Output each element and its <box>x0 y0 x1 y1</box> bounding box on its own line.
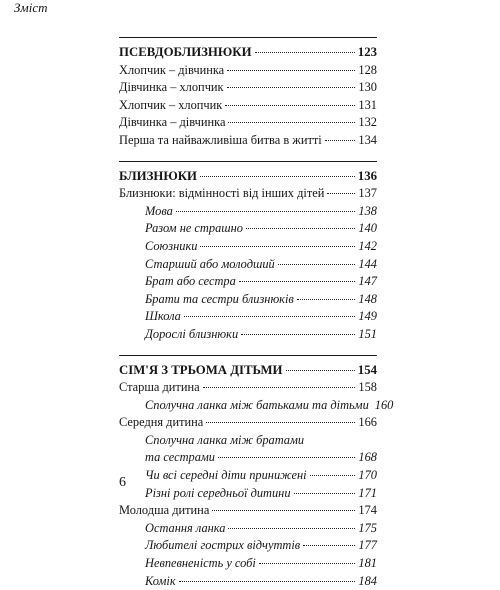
toc-entry <box>119 308 377 326</box>
running-header-title: Зміст <box>14 0 48 15</box>
dot-leader <box>228 122 355 123</box>
toc-entry-title: Школа <box>145 308 181 326</box>
dot-leader <box>303 545 355 546</box>
toc-entry-title: та сестрами <box>145 449 215 467</box>
running-header <box>14 0 48 15</box>
toc-entry-title: Старша дитина <box>119 379 200 397</box>
toc-entry-title: Любителі гострих відчуттів <box>145 537 300 555</box>
toc-entry <box>119 291 377 309</box>
dot-leader <box>286 370 355 371</box>
toc-entry-title: ПСЕВДОБЛИЗНЮКИ <box>119 44 252 62</box>
toc-page-number: 174 <box>358 502 377 520</box>
toc-entry <box>119 555 377 573</box>
toc-page-number: 170 <box>358 467 377 485</box>
toc-entry-title: Брати та сестри близнюків <box>145 291 294 309</box>
dot-leader <box>239 281 356 282</box>
toc-page-number: 168 <box>358 449 377 467</box>
dot-leader <box>218 457 355 458</box>
toc-entry <box>119 449 377 467</box>
toc-page-number: 175 <box>358 520 377 538</box>
toc-page-number: 134 <box>358 132 377 150</box>
toc-entry <box>119 397 377 415</box>
toc-entry-title: Брат або сестра <box>145 273 236 291</box>
table-of-contents <box>119 37 377 590</box>
toc-entry-title: БЛИЗНЮКИ <box>119 168 197 186</box>
toc-section <box>119 37 377 150</box>
toc-page-number: 177 <box>358 537 377 555</box>
toc-section-heading <box>119 168 377 186</box>
toc-entry-title: Разом не страшно <box>145 220 243 238</box>
toc-entry <box>119 114 377 132</box>
toc-entry <box>119 185 377 203</box>
toc-page-number: 144 <box>358 256 377 274</box>
toc-section-heading <box>119 362 377 380</box>
toc-entry-title: Різні ролі середньої дитини <box>145 485 291 503</box>
toc-entry-title: Невпевненість у собі <box>145 555 256 573</box>
dot-leader <box>325 140 356 141</box>
dot-leader <box>184 316 356 317</box>
toc-entry-title: Старший або молодший <box>145 256 275 274</box>
toc-entry-title: Молодша дитина <box>119 502 209 520</box>
toc-entry-title: Перша та найважливіша битва в житті <box>119 132 322 150</box>
dot-leader <box>206 422 355 423</box>
toc-entry-title: Мова <box>145 203 173 221</box>
toc-entry-title: Дівчинка – дівчинка <box>119 114 225 132</box>
page-footer <box>119 475 126 491</box>
dot-leader <box>179 581 356 582</box>
dot-leader <box>225 105 355 106</box>
dot-leader <box>294 493 356 494</box>
toc-entry-title: Середня дитина <box>119 414 203 432</box>
page-number: 6 <box>119 475 126 490</box>
section-gap <box>119 150 377 161</box>
toc-entry <box>119 79 377 97</box>
dot-leader <box>297 299 356 300</box>
toc-entry-title: Остання ланка <box>145 520 225 538</box>
toc-entry-title: Комік <box>145 573 176 590</box>
toc-entry-line: Сполучна ланка між братами <box>119 432 377 450</box>
toc-page-number: 131 <box>358 97 377 115</box>
toc-entry <box>119 256 377 274</box>
dot-leader <box>227 70 355 71</box>
toc-page-number: 136 <box>358 168 377 186</box>
dot-leader <box>255 52 355 53</box>
toc-page-number: 138 <box>358 203 377 221</box>
toc-entry <box>119 502 377 520</box>
toc-entry <box>119 273 377 291</box>
toc-page-number: 158 <box>358 379 377 397</box>
toc-page-number: 171 <box>358 485 377 503</box>
toc-page-number: 140 <box>358 220 377 238</box>
toc-entry-title: СІМ'Я З ТРЬОМА ДІТЬМИ <box>119 362 283 380</box>
toc-entry <box>119 62 377 80</box>
toc-entry-title: Дорослі близнюки <box>145 326 238 344</box>
toc-entry <box>119 132 377 150</box>
dot-leader <box>278 264 356 265</box>
toc-entry <box>119 326 377 344</box>
toc-entry-title: Близнюки: відмінності від інших дітей <box>119 185 324 203</box>
toc-section <box>119 161 377 344</box>
toc-page-number: 160 <box>375 397 394 415</box>
toc-page-number: 151 <box>358 326 377 344</box>
dot-leader <box>212 510 355 511</box>
toc-entry-title: Союзники <box>145 238 197 256</box>
toc-entry-title: Дівчинка – хлопчик <box>119 79 224 97</box>
toc-entry <box>119 97 377 115</box>
dot-leader <box>200 246 355 247</box>
toc-section <box>119 355 377 590</box>
toc-page-number: 148 <box>358 291 377 309</box>
dot-leader <box>203 387 356 388</box>
toc-page-number: 132 <box>358 114 377 132</box>
toc-entry <box>119 573 377 590</box>
toc-page-number: 166 <box>358 414 377 432</box>
dot-leader <box>327 193 355 194</box>
toc-page-number: 142 <box>358 238 377 256</box>
toc-entry <box>119 379 377 397</box>
toc-entry <box>119 520 377 538</box>
toc-entry <box>119 537 377 555</box>
toc-entry <box>119 238 377 256</box>
toc-entry <box>119 220 377 238</box>
dot-leader <box>227 87 356 88</box>
toc-page-number: 137 <box>358 185 377 203</box>
section-rule <box>119 161 377 162</box>
dot-leader <box>246 228 355 229</box>
toc-page-number: 149 <box>358 308 377 326</box>
dot-leader <box>228 528 355 529</box>
toc-entry-title: Чи всі середні діти принижені <box>145 467 307 485</box>
toc-page-number: 147 <box>358 273 377 291</box>
toc-entry <box>119 467 377 485</box>
toc-page-number: 181 <box>358 555 377 573</box>
toc-entry-title: Хлопчик – дівчинка <box>119 62 224 80</box>
dot-leader <box>176 211 356 212</box>
toc-page-number: 154 <box>358 362 377 380</box>
toc-page-number: 128 <box>358 62 377 80</box>
toc-entry <box>119 203 377 221</box>
toc-entry-title: Хлопчик – хлопчик <box>119 97 222 115</box>
toc-entry-title: Сполучна ланка між батьками та дітьми <box>145 397 369 415</box>
dot-leader <box>310 475 356 476</box>
toc-section-heading <box>119 44 377 62</box>
dot-leader <box>259 563 356 564</box>
toc-entry <box>119 414 377 432</box>
toc-page-number: 130 <box>358 79 377 97</box>
section-rule <box>119 355 377 356</box>
section-gap <box>119 344 377 355</box>
section-rule <box>119 37 377 38</box>
dot-leader <box>200 176 355 177</box>
dot-leader <box>241 334 355 335</box>
toc-page-number: 184 <box>358 573 377 590</box>
toc-page-number: 123 <box>358 44 377 62</box>
